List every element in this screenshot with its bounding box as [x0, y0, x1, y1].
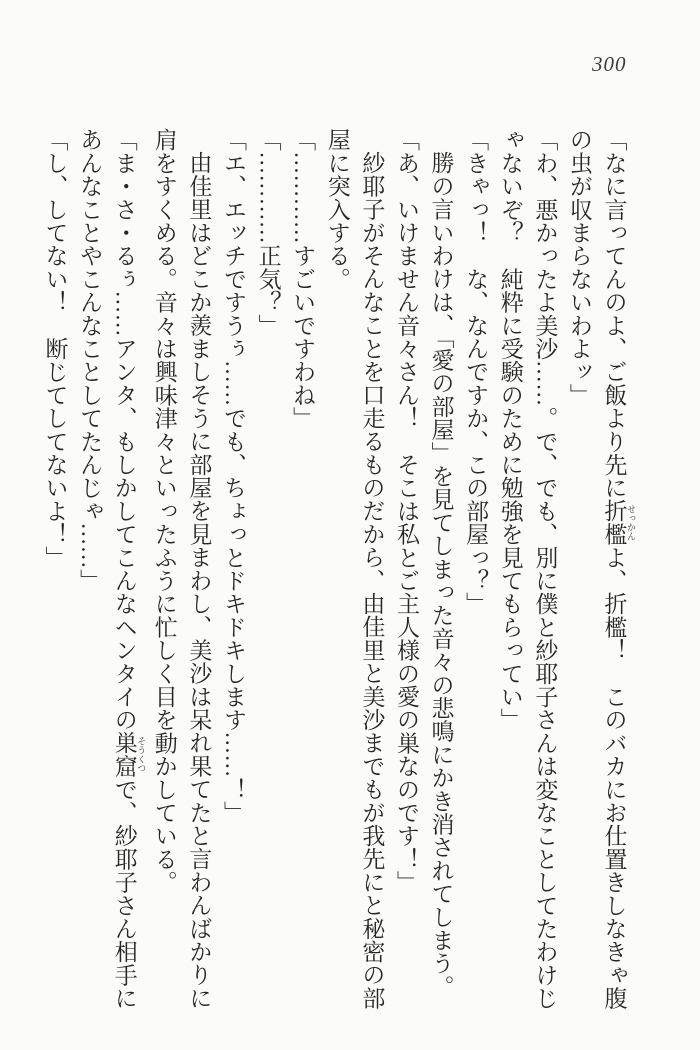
text-column: 「エ、エッチですうぅ……でも、ちょっとドキドキします……！」: [220, 128, 246, 824]
text-column: 「なに言ってんのよ、ご飯より先に折檻 せっかんよ、折檻！ このバカにお仕置きしなきゃ腹: [601, 128, 636, 1010]
text-column: 「…………正気？」: [255, 128, 281, 337]
furigana: そうくつ: [136, 731, 147, 778]
text-column: 「ま・さ・るぅ……アンタ、もしかしてこんなヘンタイの巣窟 そうくつで、紗耶子さん相手に: [111, 128, 147, 1010]
text-column: ゃないぞ？ 純粋に受験のために勉強を見てもらってい」: [497, 128, 523, 732]
furigana: せっかん: [626, 499, 636, 546]
text-column: 紗耶子がそんなことを口走るものだから、由佳里と美沙までもが我先にと秘密の部: [359, 151, 385, 1010]
text-block: [42, 128, 636, 1020]
ruby-annotated-text: 折檻 せっかん: [601, 499, 636, 546]
ruby-annotated-text: 巣窟 そうくつ: [111, 731, 147, 778]
text-column: 屋に突入する。: [324, 128, 350, 291]
text-column: 肩をすくめる。音々は興味津々といったふうに忙しく目を動かしている。: [151, 128, 177, 894]
text-column: 「わ、悪かったよ美沙……。で、でも、別に僕と紗耶子さんは変なことしてたわけじ: [532, 128, 558, 1010]
text-column: 「あ、いけません音々さん！ そこは私とご主人様の愛の巣なのです！」: [393, 128, 419, 894]
text-column: 由佳里はどこか羨ましそうに部屋を見まわし、美沙は呆れ果てたと言わんばかりに: [186, 151, 212, 1010]
text-column: 「きゃっ！ な、なんですか、この部屋っ？」: [463, 128, 489, 616]
page-number: 300: [592, 52, 627, 76]
text-column: 「…………すごいですわね」: [290, 128, 316, 430]
text-column: 「し、してない！ 断じてしてないよ！」: [42, 128, 68, 569]
text-column: 勝の言いわけは、「愛の部屋」を見てしまった音々の悲鳴にかき消されてしまう。: [428, 151, 454, 998]
text-column: の虫が収まらないわよッ」: [566, 128, 592, 407]
text-column: あんなことやこんなことしてたんじゃ……」: [77, 128, 103, 592]
